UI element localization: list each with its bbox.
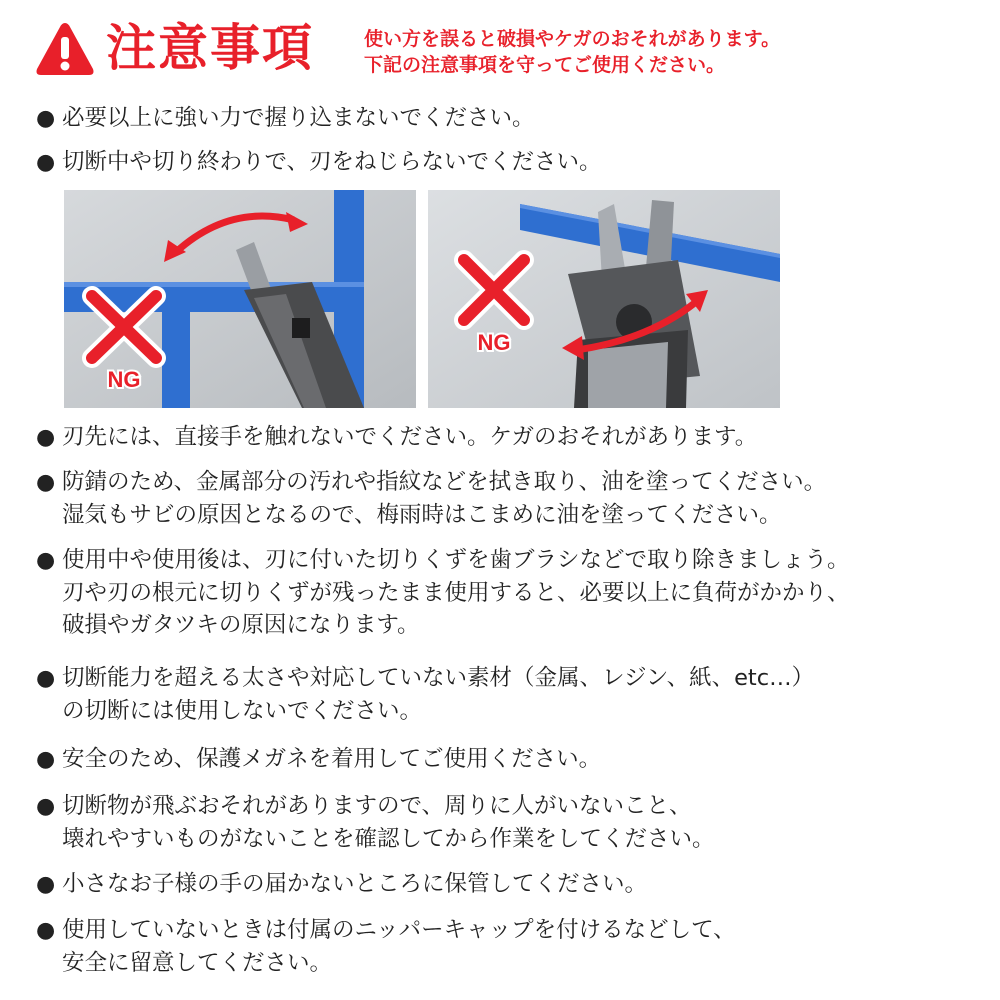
bullet-icon: ●	[36, 150, 56, 175]
caution-item	[36, 466, 826, 531]
caution-item	[36, 868, 647, 901]
caution-item	[36, 914, 736, 979]
caution-item	[36, 146, 602, 179]
caution-item	[36, 544, 850, 641]
item-text: 切断能力を超える太さや対応していない素材（金属、レジン、紙、etc…）	[62, 665, 815, 691]
caution-item	[36, 102, 535, 135]
item-text: 安全に留意してください。	[62, 950, 333, 976]
item-text: 壊れやすいものがないことを確認してから作業をしてください。	[62, 826, 715, 852]
item-text: 湿気もサビの原因となるので、梅雨時はこまめに油を塗ってください。	[62, 502, 782, 528]
item-text: 切断中や切り終わりで、刃をねじらないでください。	[62, 149, 602, 175]
bullet-icon: ●	[36, 470, 56, 495]
bullet-icon: ●	[36, 794, 56, 819]
caution-item	[36, 743, 601, 776]
warning-header	[34, 14, 974, 84]
bullet-icon: ●	[36, 872, 56, 897]
bullet-icon: ●	[36, 106, 56, 131]
item-text: 刃先には、直接手を触れないでください。ケガのおそれがあります。	[62, 424, 758, 450]
item-text: 使用中や使用後は、刃に付いた切りくずを歯ブラシなどで取り除きましょう。	[62, 547, 850, 573]
warning-icon	[34, 20, 96, 78]
header-subtitle	[364, 26, 780, 78]
page-title: 注意事項	[106, 19, 314, 77]
bullet-icon: ●	[36, 918, 56, 943]
item-text: 切断物が飛ぶおそれがありますので、周りに人がいないこと、	[62, 793, 692, 819]
item-text: 安全のため、保護メガネを着用してご使用ください。	[62, 746, 602, 772]
caution-item	[36, 421, 757, 454]
ng-label: NG	[107, 367, 141, 392]
bullet-icon: ●	[36, 548, 56, 573]
item-text: 破損やガタツキの原因になります。	[62, 612, 420, 638]
item-text: 刃や刃の根元に切りくずが残ったまま使用すると、必要以上に負荷がかかり、	[62, 580, 850, 606]
bullet-icon: ●	[36, 666, 56, 691]
caution-item	[36, 662, 814, 727]
item-text: 小さなお子様の手の届かないところに保管してください。	[62, 871, 648, 897]
subtitle-line: 使い方を誤ると破損やケガのおそれがあります。	[364, 28, 781, 50]
ng-label: NG	[477, 330, 511, 355]
caution-item	[36, 790, 715, 855]
bullet-icon: ●	[36, 747, 56, 772]
subtitle-line: 下記の注意事項を守ってご使用ください。	[364, 54, 726, 76]
photo-twisting-nipper	[428, 190, 780, 408]
item-text: 必要以上に強い力で握り込まないでください。	[62, 105, 535, 131]
bullet-icon: ●	[36, 425, 56, 450]
item-text: 使用していないときは付属のニッパーキャップを付けるなどして、	[62, 917, 736, 943]
photo-twisting-runner	[64, 190, 416, 408]
item-text: 防錆のため、金属部分の汚れや指紋などを拭き取り、油を塗ってください。	[62, 469, 827, 495]
item-text: の切断には使用しないでください。	[62, 698, 423, 724]
